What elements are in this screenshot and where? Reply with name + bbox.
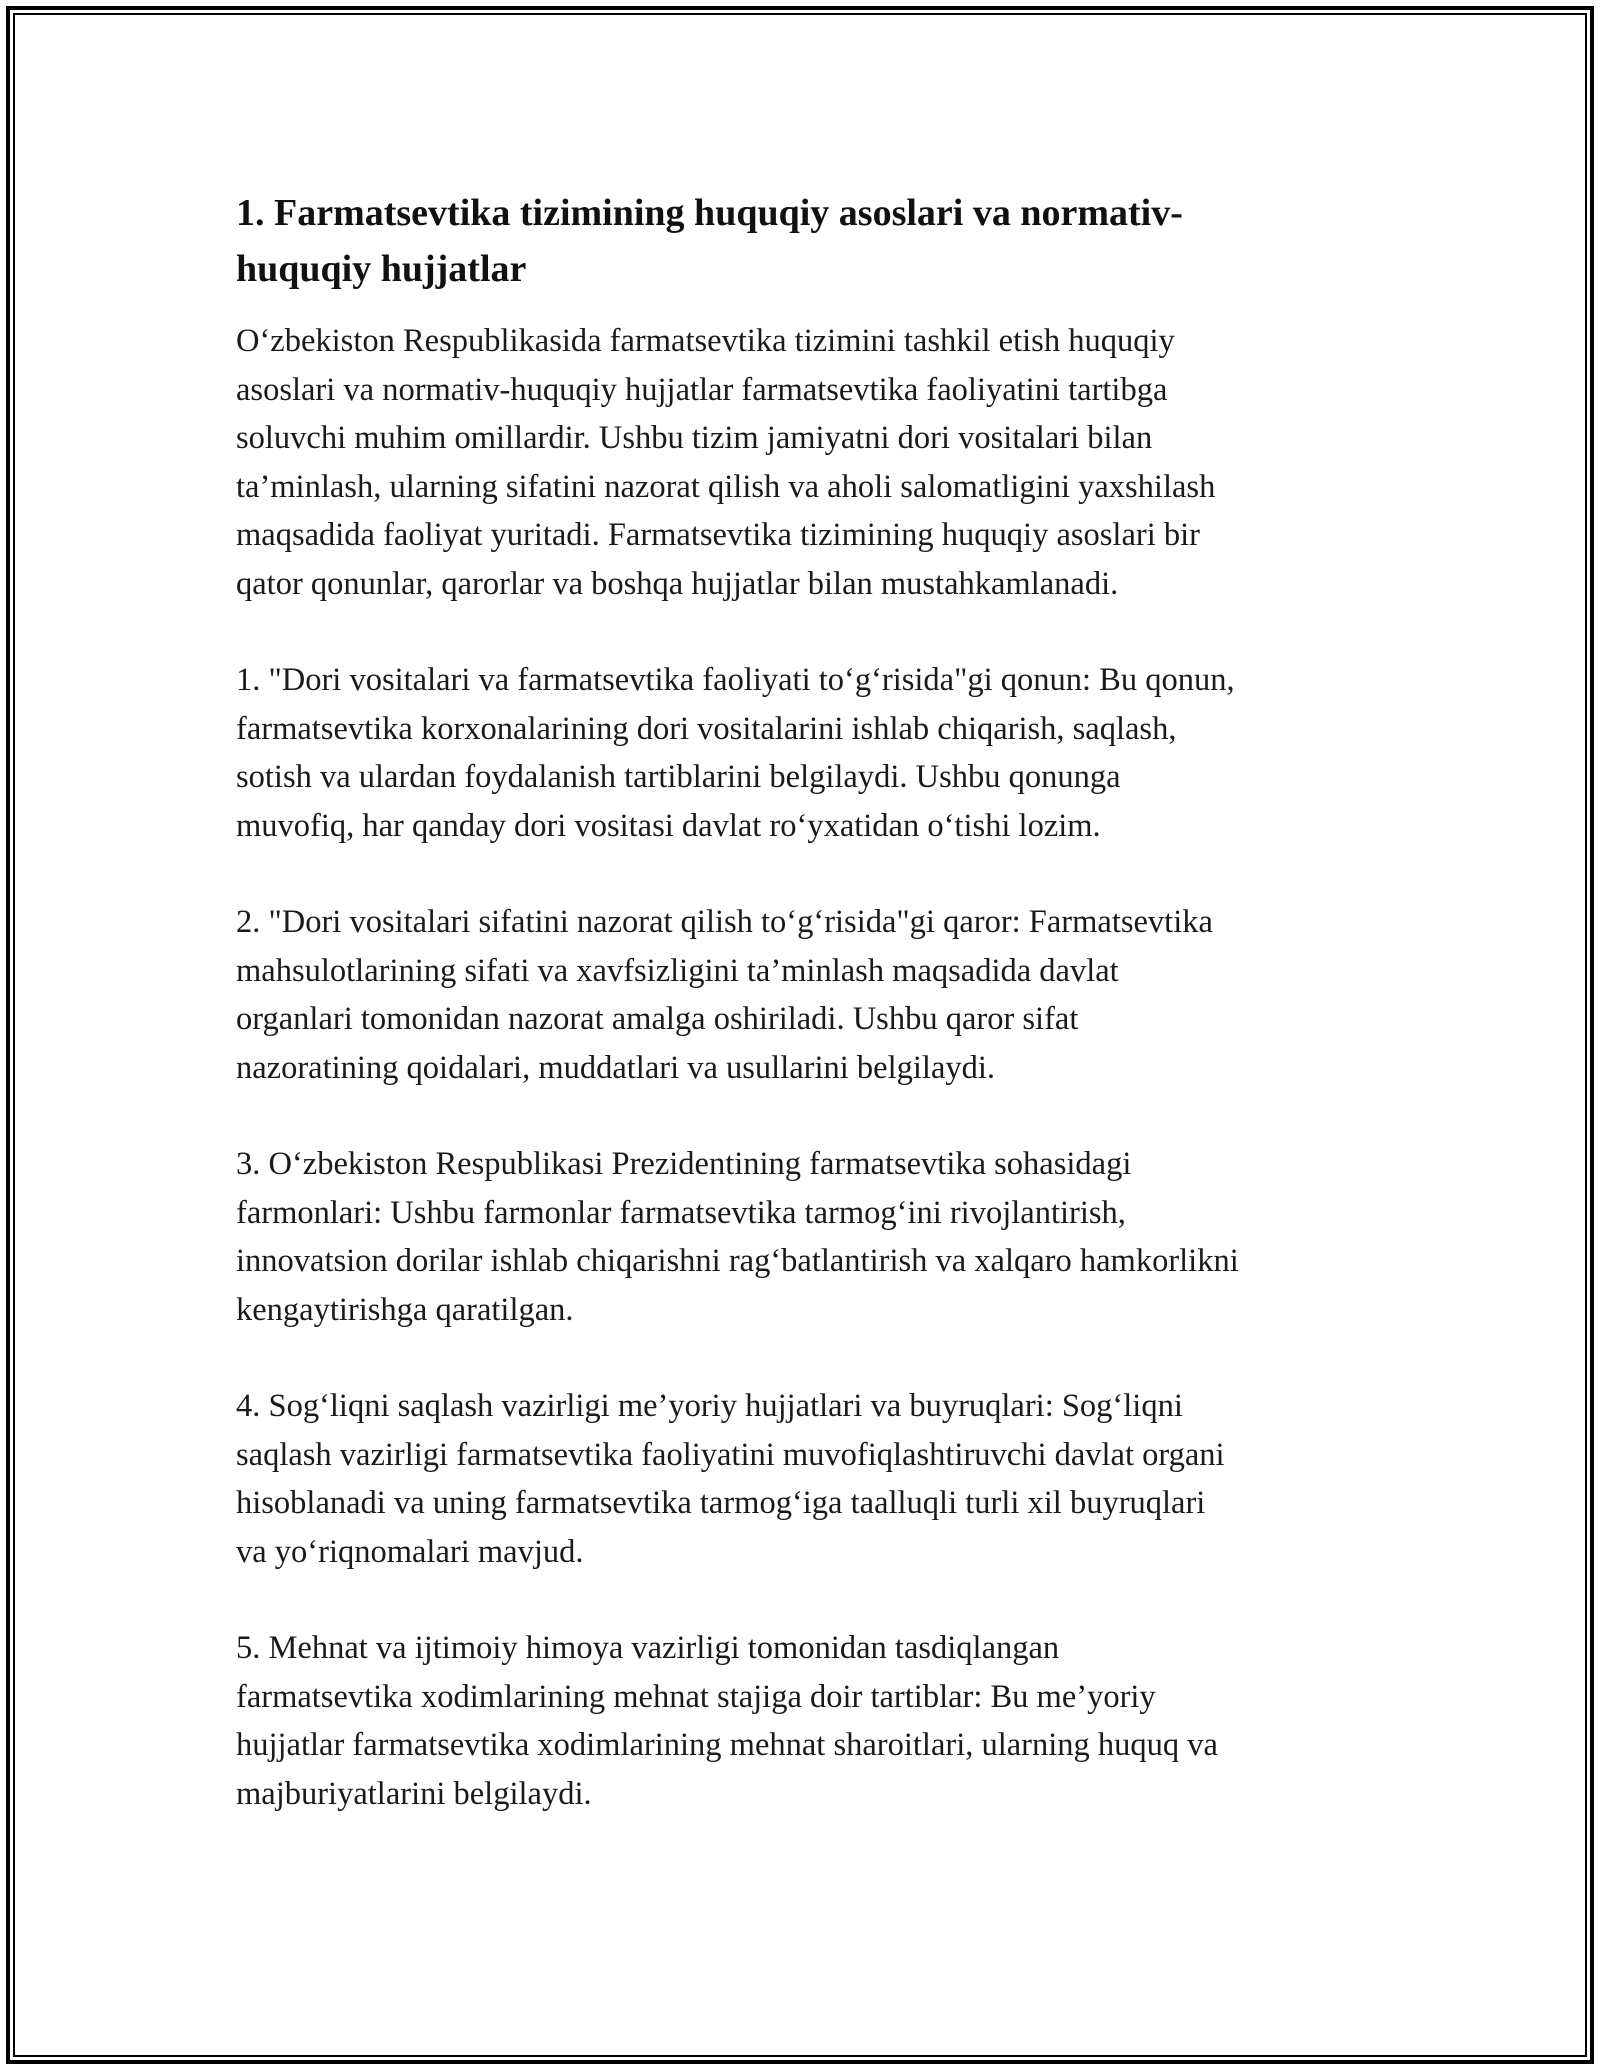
list-item-1: 1. "Dori vositalari va farmatsevtika faoliyati to‘g‘risida"gi qonun: Bu qonun, farmatsevtika korxonalarining dori vositalarini ishlab chiqarish, saqlash, sotish va ulardan foydalanish tartiblarini belgilaydi. Ushbu qonunga muvofiq, har qanday dori vositasi davlat ro‘yxatidan o‘tishi lozim.: [236, 662, 1235, 844]
list-item-5: 5. Mehnat va ijtimoiy himoya vazirligi tomonidan tasdiqlangan farmatsevtika xodimlarining mehnat stajiga doir tartiblar: Bu me’yoriy hujjatlar farmatsevtika xodimlarining mehnat sharoitlari, ularning huquq va majburiyatlarini belgilaydi.: [236, 1630, 1218, 1812]
list-item-2: 2. "Dori vositalari sifatini nazorat qilish to‘g‘risida"gi qaror: Farmatsevtika mahsulotlarining sifati va xavfsizligini ta’minlash maqsadida davlat organlari tomonidan nazorat amalga oshiriladi. Ushbu qaror sifat nazoratining qoidalari, muddatlari va usullarini belgilaydi.: [236, 904, 1213, 1086]
document-body: [236, 185, 1386, 1866]
list-item-4: 4. Sog‘liqni saqlash vazirligi me’yoriy hujjatlari va buyruqlari: Sog‘liqni saqlash vazirligi farmatsevtika faoliyatini muvofiqlashtiruvchi davlat organi hisoblanadi va uning farmatsevtika tarmog‘iga taalluqli turli xil buyruqlari va yo‘riqnomalari mavjud.: [236, 1388, 1225, 1570]
list-item-3: 3. O‘zbekiston Respublikasi Prezidentining farmatsevtika sohasidagi farmonlari: Ushbu farmonlar farmatsevtika tarmog‘ini rivojlantirish, innovatsion dorilar ishlab chiqarishni rag‘batlantirish va xalqaro hamkorlikni kengaytirishga qaratilgan.: [236, 1146, 1239, 1328]
intro-paragraph: O‘zbekiston Respublikasida farmatsevtika tizimini tashkil etish huquqiy asoslari va normativ-huquqiy hujjatlar farmatsevtika faoliyatini tartibga soluvchi muhim omillardir. Ushbu tizim jamiyatni dori vositalari bilan ta’minlash, ularning sifatini nazorat qilish va aholi salomatligini yaxshilash maqsadida faoliyat yuritadi. Farmatsevtika tizimining huquqiy asoslari bir qator qonunlar, qarorlar va boshqa hujjatlar bilan mustahkamlanadi.: [236, 323, 1216, 602]
document-title: 1. Farmatsevtika tizimining huquqiy asoslari va normativ- huquqiy hujjatlar: [236, 192, 1183, 290]
